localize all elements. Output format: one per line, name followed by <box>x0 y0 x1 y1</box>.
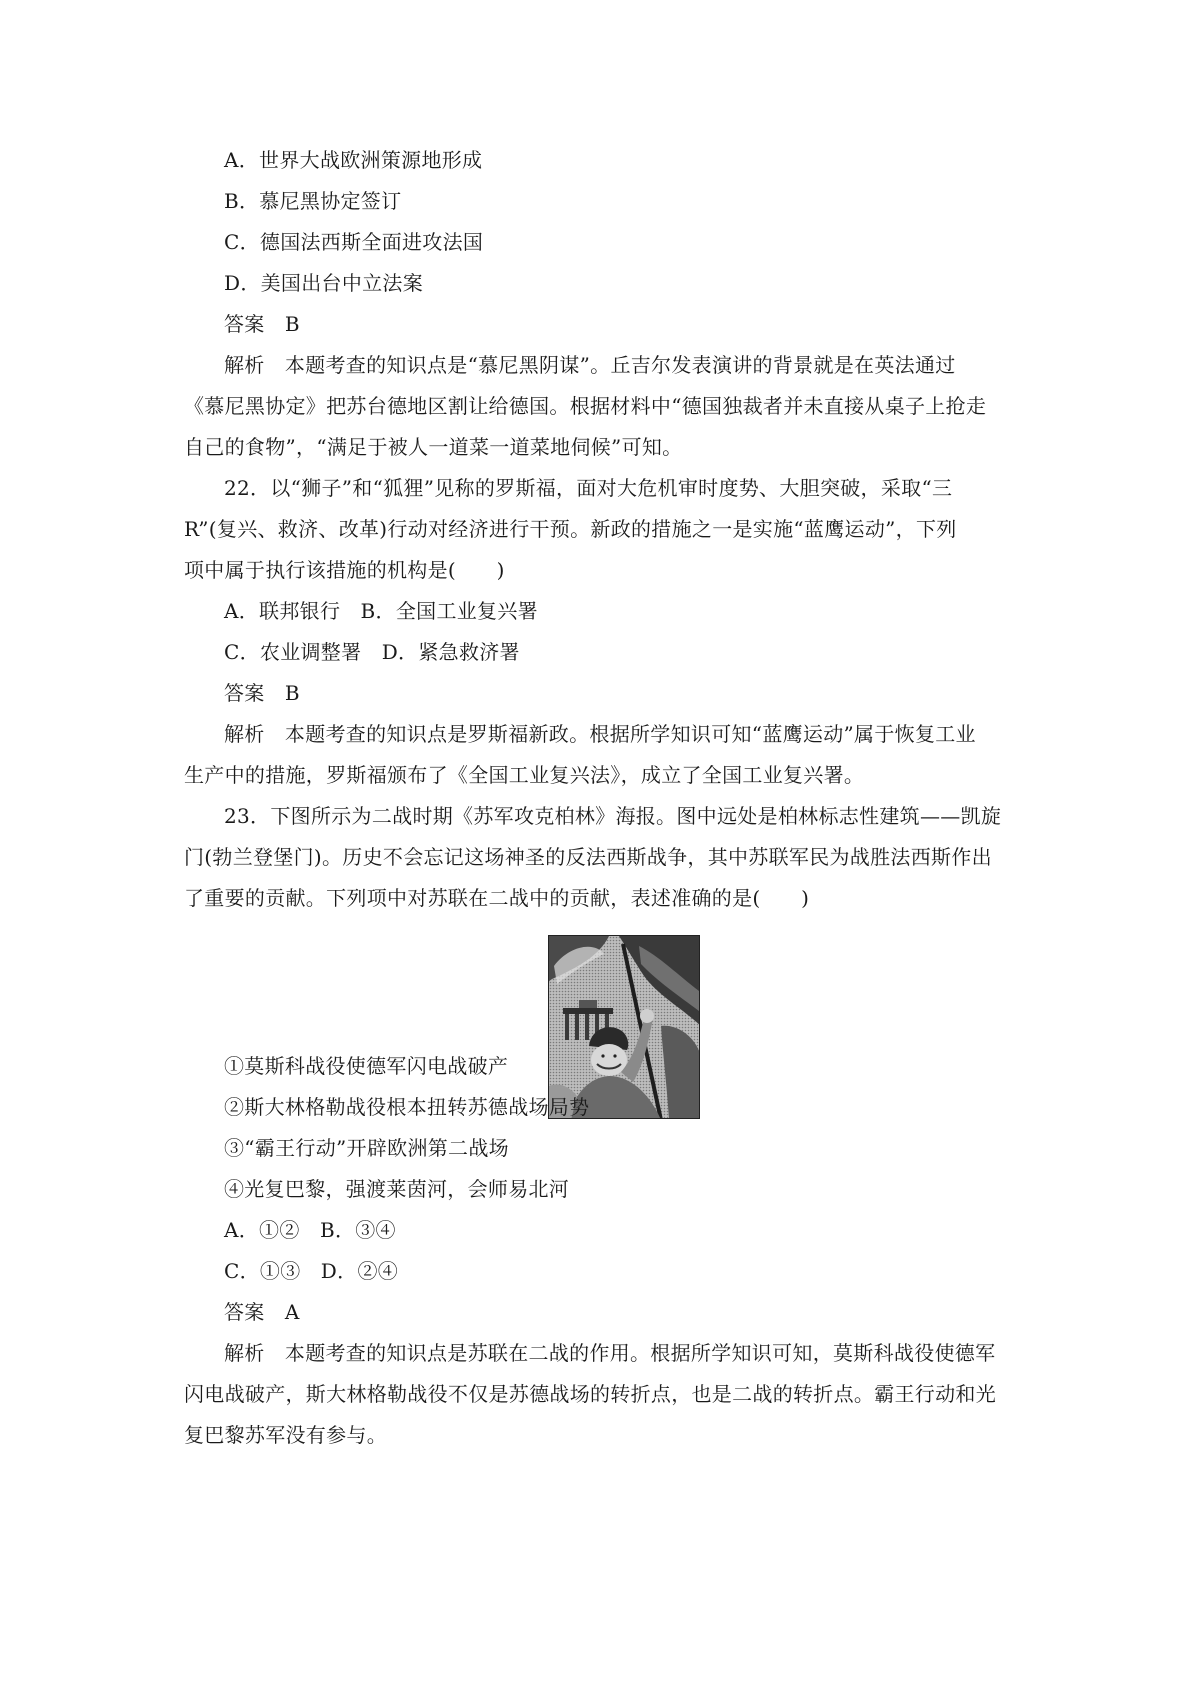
q23-statement-1: ①莫斯科战役使德军闪电战破产 <box>224 1054 509 1078</box>
q21-analysis-line: 自己的食物”，“满足于被人一道菜一道菜地伺候”可知。 <box>184 435 683 459</box>
q21-option-c: C．德国法西斯全面进攻法国 <box>224 230 484 254</box>
q23-stem-line: 门(勃兰登堡门)。历史不会忘记这场神圣的反法西斯战争，其中苏联军民为战胜法西斯作出 <box>184 845 992 869</box>
q21-option-a: A．世界大战欧洲策源地形成 <box>224 148 483 172</box>
q23-options-row: C．①③ D．②④ <box>224 1259 399 1283</box>
q21-option-b: B．慕尼黑协定签订 <box>224 189 402 213</box>
q22-analysis-line: 解析 本题考查的知识点是罗斯福新政。根据所学知识可知“蓝鹰运动”属于恢复工业 <box>224 722 976 746</box>
q23-stem-line: 了重要的贡献。下列项中对苏联在二战中的贡献，表述准确的是( ) <box>184 886 810 910</box>
q22-stem-line: 22．以“狮子”和“狐狸”见称的罗斯福，面对大危机审时度势、大胆突破，采取“三 <box>224 476 953 500</box>
q23-statement-3: ③“霸王行动”开辟欧洲第二战场 <box>224 1136 509 1160</box>
q22-analysis-line: 生产中的措施，罗斯福颁布了《全国工业复兴法》，成立了全国工业复兴署。 <box>184 763 865 787</box>
q23-analysis-line: 解析 本题考查的知识点是苏联在二战的作用。根据所学知识可知，莫斯科战役使德军 <box>224 1341 996 1365</box>
q23-statement-4: ④光复巴黎，强渡莱茵河，会师易北河 <box>224 1177 570 1201</box>
q22-stem-line: 项中属于执行该措施的机构是( ) <box>184 558 505 582</box>
q21-analysis-line: 《慕尼黑协定》把苏台德地区割让给德国。根据材料中“德国独裁者并未直接从桌子上抢走 <box>184 394 987 418</box>
poster-image <box>548 935 700 1119</box>
q22-options-row: A．联邦银行 B．全国工业复兴署 <box>224 599 538 623</box>
q21-answer: 答案 B <box>224 312 300 336</box>
q23-analysis-line: 闪电战破产，斯大林格勒战役不仅是苏德战场的转折点，也是二战的转折点。霸王行动和光 <box>184 1382 996 1406</box>
q22-answer: 答案 B <box>224 681 300 705</box>
q21-analysis-line: 解析 本题考查的知识点是“慕尼黑阴谋”。丘吉尔发表演讲的背景就是在英法通过 <box>224 353 956 377</box>
q21-option-d: D．美国出台中立法案 <box>224 271 424 295</box>
q22-options-row: C．农业调整署 D．紧急救济署 <box>224 640 520 664</box>
q23-answer: 答案 A <box>224 1300 300 1324</box>
q23-options-row: A．①② B．③④ <box>224 1218 396 1242</box>
q22-stem-line: R”(复兴、救济、改革)行动对经济进行干预。新政的措施之一是实施“蓝鹰运动”，下列 <box>184 517 957 541</box>
q23-analysis-line: 复巴黎苏军没有参与。 <box>184 1423 387 1447</box>
q23-statement-2: ②斯大林格勒战役根本扭转苏德战场局势 <box>224 1095 590 1119</box>
q23-stem-line: 23．下图所示为二战时期《苏军攻克柏林》海报。图中远处是柏林标志性建筑——凯旋 <box>224 804 1002 828</box>
poster-illustration <box>549 936 700 1119</box>
